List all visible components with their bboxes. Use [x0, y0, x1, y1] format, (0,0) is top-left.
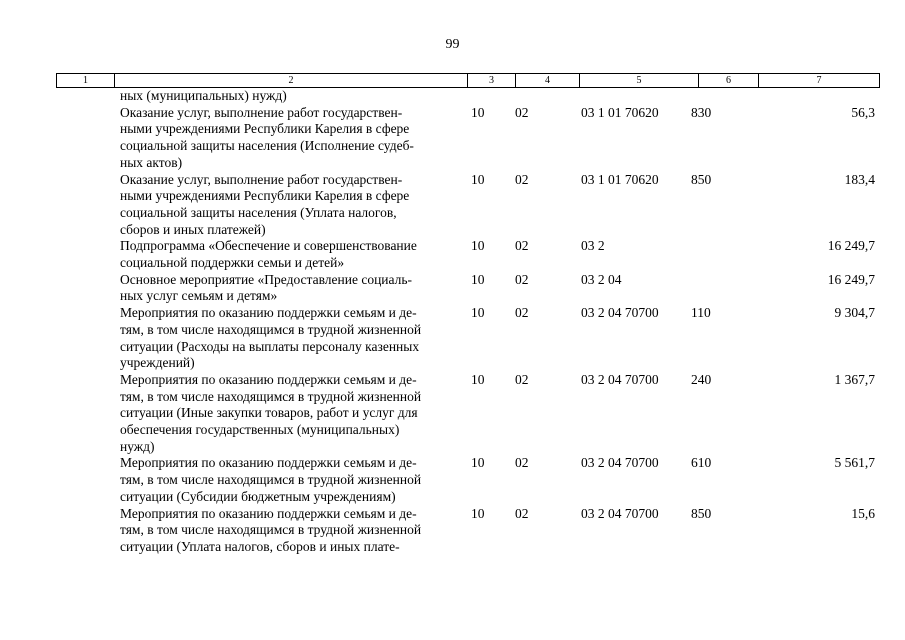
row-amount: 16 249,7: [827, 238, 875, 254]
table-row: [0, 455, 905, 505]
row-name: Подпрограмма «Обеспечение и совершенствование социальной поддержки семьи и детей»: [120, 238, 417, 271]
table-row: [0, 272, 905, 305]
row-expense-type: 850: [691, 171, 712, 187]
table-row: [0, 238, 905, 271]
row-amount: 16 249,7: [827, 271, 875, 287]
header-col-1: 1: [57, 74, 115, 87]
table-row: [0, 105, 905, 172]
row-target-item: 03 2: [581, 238, 605, 254]
row-target-item: 03 2 04 70700: [581, 455, 659, 471]
row-section: 10: [471, 455, 485, 471]
header-col-2: 2: [115, 74, 468, 87]
row-subsection: 02: [515, 238, 529, 254]
header-col-7: 7: [816, 75, 822, 86]
row-expense-type: 850: [691, 505, 712, 521]
row-name: Оказание услуг, выполнение работ государствен- ными учреждениями Республики Карелия в сфере социальной защиты населения (Исполнение судеб- ных актов): [120, 104, 414, 170]
table-row: [0, 305, 905, 372]
row-subsection: 02: [515, 305, 529, 321]
row-amount: 183,4: [844, 171, 875, 187]
header-col-5: 5: [580, 74, 699, 87]
row-target-item: 03 2 04 70700: [581, 305, 659, 321]
row-name: Мероприятия по оказанию поддержки семьям и де- тям, в том числе находящимся в трудной жизненной ситуации (Субсидии бюджетным учреждениям): [120, 455, 422, 504]
row-subsection: 02: [515, 371, 529, 387]
row-amount: 56,3: [851, 104, 875, 120]
row-target-item: 03 2 04 70700: [581, 505, 659, 521]
row-subsection: 02: [515, 455, 529, 471]
row-subsection: 02: [515, 505, 529, 521]
row-amount: 1 367,7: [834, 371, 875, 387]
row-expense-type: 830: [691, 104, 712, 120]
table-header: [56, 73, 880, 88]
row-subsection: 02: [515, 104, 529, 120]
row-expense-type: 110: [691, 305, 711, 321]
header-col-3: 3: [468, 74, 516, 87]
row-target-item: 03 2 04: [581, 271, 622, 287]
table-body: [0, 88, 905, 556]
row-amount: 5 561,7: [834, 455, 875, 471]
row-expense-type: 240: [691, 371, 712, 387]
row-name: Мероприятия по оказанию поддержки семьям и де- тям, в том числе находящимся в трудной жизненной ситуации (Иные закупки товаров, работ и услуг для обеспечения государственных (муниципальных) нужд): [120, 371, 422, 454]
table-row: [0, 88, 905, 105]
row-target-item: 03 1 01 70620: [581, 104, 659, 120]
row-name: Мероприятия по оказанию поддержки семьям и де- тям, в том числе находящимся в трудной жизненной ситуации (Расходы на выплаты персоналу казенных учреждений): [120, 305, 422, 371]
row-name: Мероприятия по оказанию поддержки семьям и де- тям, в том числе находящимся в трудной жизненной ситуации (Уплата налогов, сборов и иных плате-: [120, 505, 422, 554]
row-expense-type: 610: [691, 455, 712, 471]
table-row: [0, 372, 905, 456]
row-name: Основное мероприятие «Предоставление социаль- ных услуг семьям и детям»: [120, 271, 413, 304]
row-name: Оказание услуг, выполнение работ государствен- ными учреждениями Республики Карелия в сфере социальной защиты населения (Уплата налогов, сборов и иных платежей): [120, 171, 410, 237]
header-col-6: 6: [699, 74, 759, 87]
row-target-item: 03 1 01 70620: [581, 171, 659, 187]
row-target-item: 03 2 04 70700: [581, 371, 659, 387]
row-section: 10: [471, 505, 485, 521]
table-row: [0, 506, 905, 556]
header-col-4: 4: [516, 74, 580, 87]
row-section: 10: [471, 171, 485, 187]
row-amount: 15,6: [851, 505, 875, 521]
row-subsection: 02: [515, 171, 529, 187]
row-name: ных (муниципальных) нужд): [120, 88, 287, 103]
page-number: 99: [445, 37, 460, 52]
row-section: 10: [471, 271, 485, 287]
row-amount: 9 304,7: [834, 305, 875, 321]
row-section: 10: [471, 238, 485, 254]
row-subsection: 02: [515, 271, 529, 287]
table-row: [0, 172, 905, 239]
row-section: 10: [471, 371, 485, 387]
row-section: 10: [471, 104, 485, 120]
row-section: 10: [471, 305, 485, 321]
